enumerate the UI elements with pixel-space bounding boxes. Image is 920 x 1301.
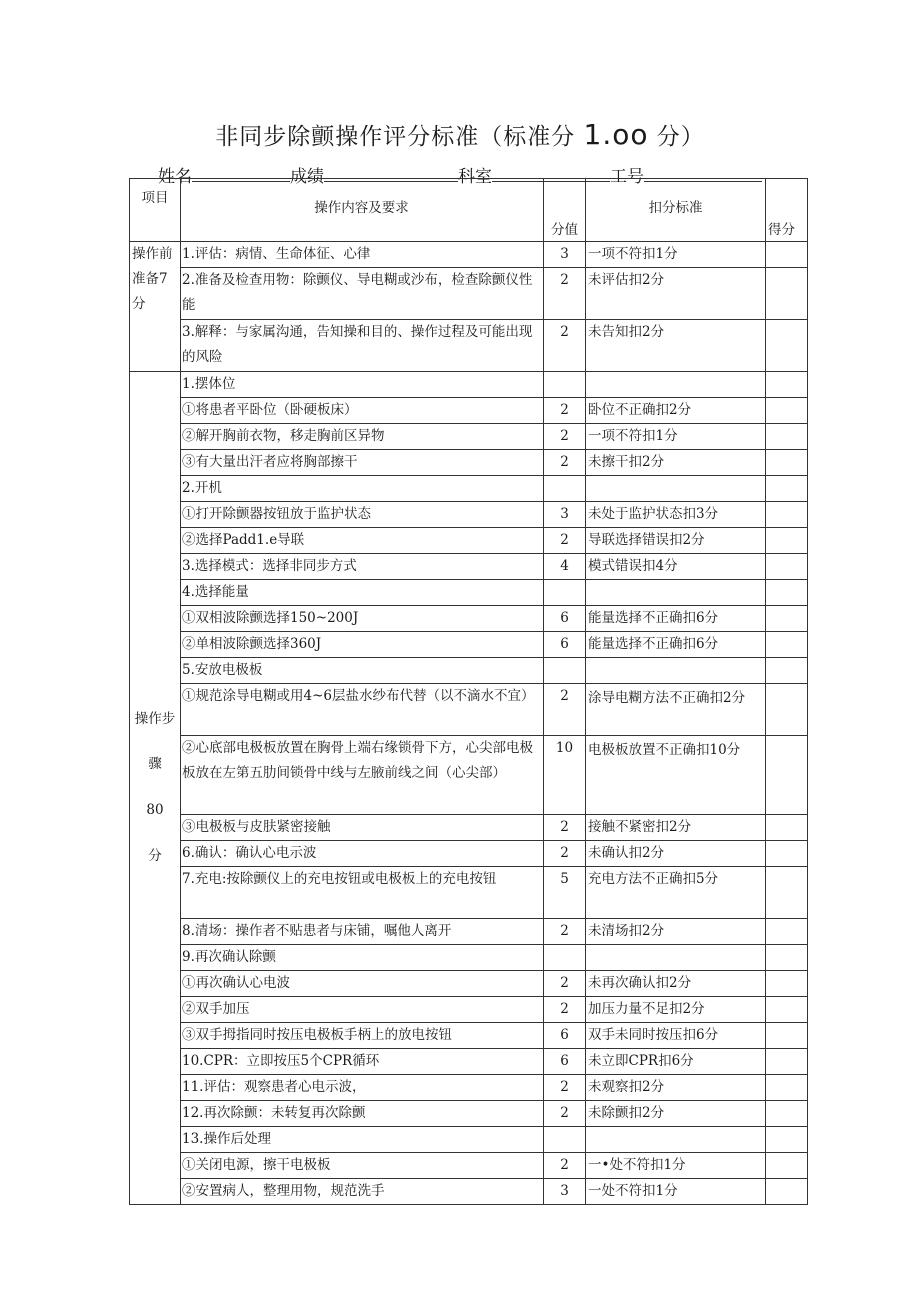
score-cell <box>544 476 586 502</box>
deduct-cell <box>586 658 766 684</box>
deduct-cell: 能量选择不正确扣6分 <box>586 632 766 658</box>
got-cell[interactable] <box>766 1127 808 1153</box>
got-cell[interactable] <box>766 971 808 997</box>
got-cell[interactable] <box>766 476 808 502</box>
deduct-cell: 未清场扣2分 <box>586 919 766 945</box>
header-deduct: 扣分标准 <box>586 179 766 242</box>
content-cell: ①关闭电源，擦干电极板 <box>181 1153 544 1179</box>
deduct-cell: 能量选择不正确扣6分 <box>586 606 766 632</box>
content-cell: ③电极板与皮肤紧密接触 <box>181 815 544 841</box>
deduct-cell <box>586 1127 766 1153</box>
deduct-cell: 卧位不正确扣2分 <box>586 398 766 424</box>
deduct-cell: 未处于监护状态扣3分 <box>586 502 766 528</box>
got-cell[interactable] <box>766 242 808 268</box>
table-row <box>130 476 808 502</box>
header-row <box>130 179 808 242</box>
score-cell: 6 <box>544 1023 586 1049</box>
content-cell: ②选择Padd1.e导联 <box>181 528 544 554</box>
content-cell: 7.充电:按除颤仪上的充电按钮或电极板上的充电按钮 <box>181 867 544 919</box>
score-cell: 2 <box>544 971 586 997</box>
score-cell: 3 <box>544 1179 586 1205</box>
content-cell: ②心底部电极板放置在胸骨上端右缘锁骨下方，心尖部电极板放在左第五肋间锁骨中线与左腋前线之间（心尖部） <box>181 736 544 815</box>
got-cell[interactable] <box>766 1153 808 1179</box>
got-cell[interactable] <box>766 1023 808 1049</box>
content-cell: ①再次确认心电波 <box>181 971 544 997</box>
deduct-cell: 一处不符扣1分 <box>586 1179 766 1205</box>
deduct-cell: 未除颤扣2分 <box>586 1101 766 1127</box>
document-title: 非同步除颤操作评分标准（标准分 1.oo 分） <box>215 118 705 151</box>
table-row <box>130 554 808 580</box>
result-label: 成绩 <box>290 167 324 187</box>
content-cell: 10.CPR：立即按压5个CPR循环 <box>181 1049 544 1075</box>
got-cell[interactable] <box>766 658 808 684</box>
table-row <box>130 684 808 736</box>
got-cell[interactable] <box>766 1101 808 1127</box>
content-cell: ①双相波除颤选择150~200J <box>181 606 544 632</box>
deduct-cell: 模式错误扣4分 <box>586 554 766 580</box>
table-row <box>130 632 808 658</box>
table-row <box>130 242 808 268</box>
table-row <box>130 997 808 1023</box>
deduct-cell: 未告知扣2分 <box>586 320 766 372</box>
got-cell[interactable] <box>766 372 808 398</box>
table-row <box>130 1075 808 1101</box>
deduct-cell <box>586 580 766 606</box>
deduct-cell: 未立即CPR扣6分 <box>586 1049 766 1075</box>
score-cell: 2 <box>544 1101 586 1127</box>
table-row <box>130 815 808 841</box>
got-cell[interactable] <box>766 684 808 736</box>
score-cell: 5 <box>544 867 586 919</box>
table-row <box>130 1153 808 1179</box>
content-cell: ①打开除颤器按钮放于监护状态 <box>181 502 544 528</box>
deduct-cell <box>586 476 766 502</box>
table-row <box>130 919 808 945</box>
name-label: 姓名 <box>158 167 192 187</box>
score-cell <box>544 1127 586 1153</box>
section-label-line: 分 <box>148 847 162 864</box>
content-cell: ③有大量出汗者应将胸部擦干 <box>181 450 544 476</box>
got-cell[interactable] <box>766 632 808 658</box>
got-cell[interactable] <box>766 502 808 528</box>
table-row <box>130 1023 808 1049</box>
table-row <box>130 606 808 632</box>
deduct-cell: 未确认扣2分 <box>586 841 766 867</box>
got-cell[interactable] <box>766 580 808 606</box>
got-cell[interactable] <box>766 919 808 945</box>
score-cell: 2 <box>544 398 586 424</box>
deduct-cell <box>586 372 766 398</box>
header-item: 项目 <box>130 179 181 242</box>
content-cell: 3.解释：与家属沟通，告知操和目的、操作过程及可能出现的风险 <box>181 320 544 372</box>
got-cell[interactable] <box>766 320 808 372</box>
deduct-cell: 电极板放置不正确扣10分 <box>586 736 766 815</box>
got-cell[interactable] <box>766 1179 808 1205</box>
dept-label: 科室 <box>458 167 492 187</box>
content-cell: 12.再次除颤：未转复再次除颤 <box>181 1101 544 1127</box>
deduct-cell: 涂导电糊方法不正确扣2分 <box>586 684 766 736</box>
score-cell: 2 <box>544 320 586 372</box>
content-cell: ①规范涂导电糊或用4~6层盐水纱布代替（以不滴水不宜） <box>181 684 544 736</box>
content-cell: 1.摆体位 <box>181 372 544 398</box>
content-cell: ①将患者平卧位（卧硬板床） <box>181 398 544 424</box>
score-cell: 6 <box>544 606 586 632</box>
table-row <box>130 841 808 867</box>
got-cell[interactable] <box>766 841 808 867</box>
score-cell: 2 <box>544 1075 586 1101</box>
score-cell: 2 <box>544 268 586 320</box>
deduct-cell <box>586 945 766 971</box>
content-cell: 3.选择模式：选择非同步方式 <box>181 554 544 580</box>
table-row <box>130 528 808 554</box>
table-row <box>130 372 808 398</box>
score-cell: 2 <box>544 1153 586 1179</box>
got-cell[interactable] <box>766 815 808 841</box>
score-cell <box>544 658 586 684</box>
content-cell: 9.再次确认除颤 <box>181 945 544 971</box>
score-cell: 6 <box>544 1049 586 1075</box>
section-label: 操作前准备7分 <box>130 242 181 372</box>
content-cell: 13.操作后处理 <box>181 1127 544 1153</box>
deduct-cell: 接触不紧密扣2分 <box>586 815 766 841</box>
section-label-line: 80 <box>146 802 164 818</box>
content-cell: 2.准备及检查用物：除颤仪、导电糊或沙布，检查除颤仪性能 <box>181 268 544 320</box>
got-cell[interactable] <box>766 1075 808 1101</box>
got-cell[interactable] <box>766 528 808 554</box>
deduct-cell: 加压力量不足扣2分 <box>586 997 766 1023</box>
score-cell: 2 <box>544 815 586 841</box>
got-cell[interactable] <box>766 867 808 919</box>
table-row <box>130 1049 808 1075</box>
table-row <box>130 502 808 528</box>
got-cell[interactable] <box>766 736 808 815</box>
got-cell[interactable] <box>766 945 808 971</box>
deduct-cell: 导联选择错误扣2分 <box>586 528 766 554</box>
got-cell[interactable] <box>766 450 808 476</box>
score-cell: 2 <box>544 997 586 1023</box>
content-cell: 2.开机 <box>181 476 544 502</box>
table-row <box>130 658 808 684</box>
table-row <box>130 268 808 320</box>
score-cell: 2 <box>544 424 586 450</box>
content-cell: 1.评估：病情、生命体征、心律 <box>181 242 544 268</box>
section-label-line: 操作步 <box>134 710 176 727</box>
table-row <box>130 971 808 997</box>
score-cell: 3 <box>544 502 586 528</box>
score-cell <box>544 945 586 971</box>
score-table <box>129 178 808 1205</box>
got-cell[interactable] <box>766 398 808 424</box>
section-label-line: 骤 <box>148 756 162 773</box>
table-row <box>130 945 808 971</box>
table-row <box>130 580 808 606</box>
deduct-cell: 未再次确认扣2分 <box>586 971 766 997</box>
score-cell: 2 <box>544 841 586 867</box>
deduct-cell: 一•处不符扣1分 <box>586 1153 766 1179</box>
score-cell: 2 <box>544 684 586 736</box>
got-cell[interactable] <box>766 606 808 632</box>
content-cell: 4.选择能量 <box>181 580 544 606</box>
score-cell <box>544 580 586 606</box>
deduct-cell: 双手未同时按压扣6分 <box>586 1023 766 1049</box>
section-label <box>130 372 181 1205</box>
deduct-cell: 未擦干扣2分 <box>586 450 766 476</box>
score-cell: 6 <box>544 632 586 658</box>
got-cell[interactable] <box>766 997 808 1023</box>
score-cell: 10 <box>544 736 586 815</box>
header-content: 操作内容及要求 <box>181 179 544 242</box>
deduct-cell: 未评估扣2分 <box>586 268 766 320</box>
score-cell: 3 <box>544 242 586 268</box>
content-cell: ③双手拇指同时按压电极板手柄上的放电按钮 <box>181 1023 544 1049</box>
table-row <box>130 736 808 815</box>
table-row <box>130 1127 808 1153</box>
content-cell: ②双手加压 <box>181 997 544 1023</box>
content-cell: 5.安放电极板 <box>181 658 544 684</box>
content-cell: ②单相波除颤选择360J <box>181 632 544 658</box>
deduct-cell: 充电方法不正确扣5分 <box>586 867 766 919</box>
table-row <box>130 1179 808 1205</box>
table-row <box>130 398 808 424</box>
header-score: 分值 <box>544 179 586 242</box>
deduct-cell: 一项不符扣1分 <box>586 242 766 268</box>
content-cell: 11.评估：观察患者心电示波， <box>181 1075 544 1101</box>
content-cell: 6.确认：确认心电示波 <box>181 841 544 867</box>
got-cell[interactable] <box>766 554 808 580</box>
got-cell[interactable] <box>766 1049 808 1075</box>
score-cell: 2 <box>544 919 586 945</box>
content-cell: 8.清场：操作者不贴患者与床铺，嘱他人离开 <box>181 919 544 945</box>
id-label: 工号 <box>610 167 644 187</box>
score-cell <box>544 372 586 398</box>
got-cell[interactable] <box>766 268 808 320</box>
deduct-cell: 未观察扣2分 <box>586 1075 766 1101</box>
score-cell: 4 <box>544 554 586 580</box>
table-row <box>130 424 808 450</box>
table-row <box>130 450 808 476</box>
table-row <box>130 1101 808 1127</box>
table-row <box>130 867 808 919</box>
content-cell: ②解开胸前衣物，移走胸前区异物 <box>181 424 544 450</box>
deduct-cell: 一项不符扣1分 <box>586 424 766 450</box>
content-cell: ②安置病人，整理用物，规范洗手 <box>181 1179 544 1205</box>
score-cell: 2 <box>544 528 586 554</box>
header-got: 得分 <box>766 179 808 242</box>
got-cell[interactable] <box>766 424 808 450</box>
table-row <box>130 320 808 372</box>
score-cell: 2 <box>544 450 586 476</box>
